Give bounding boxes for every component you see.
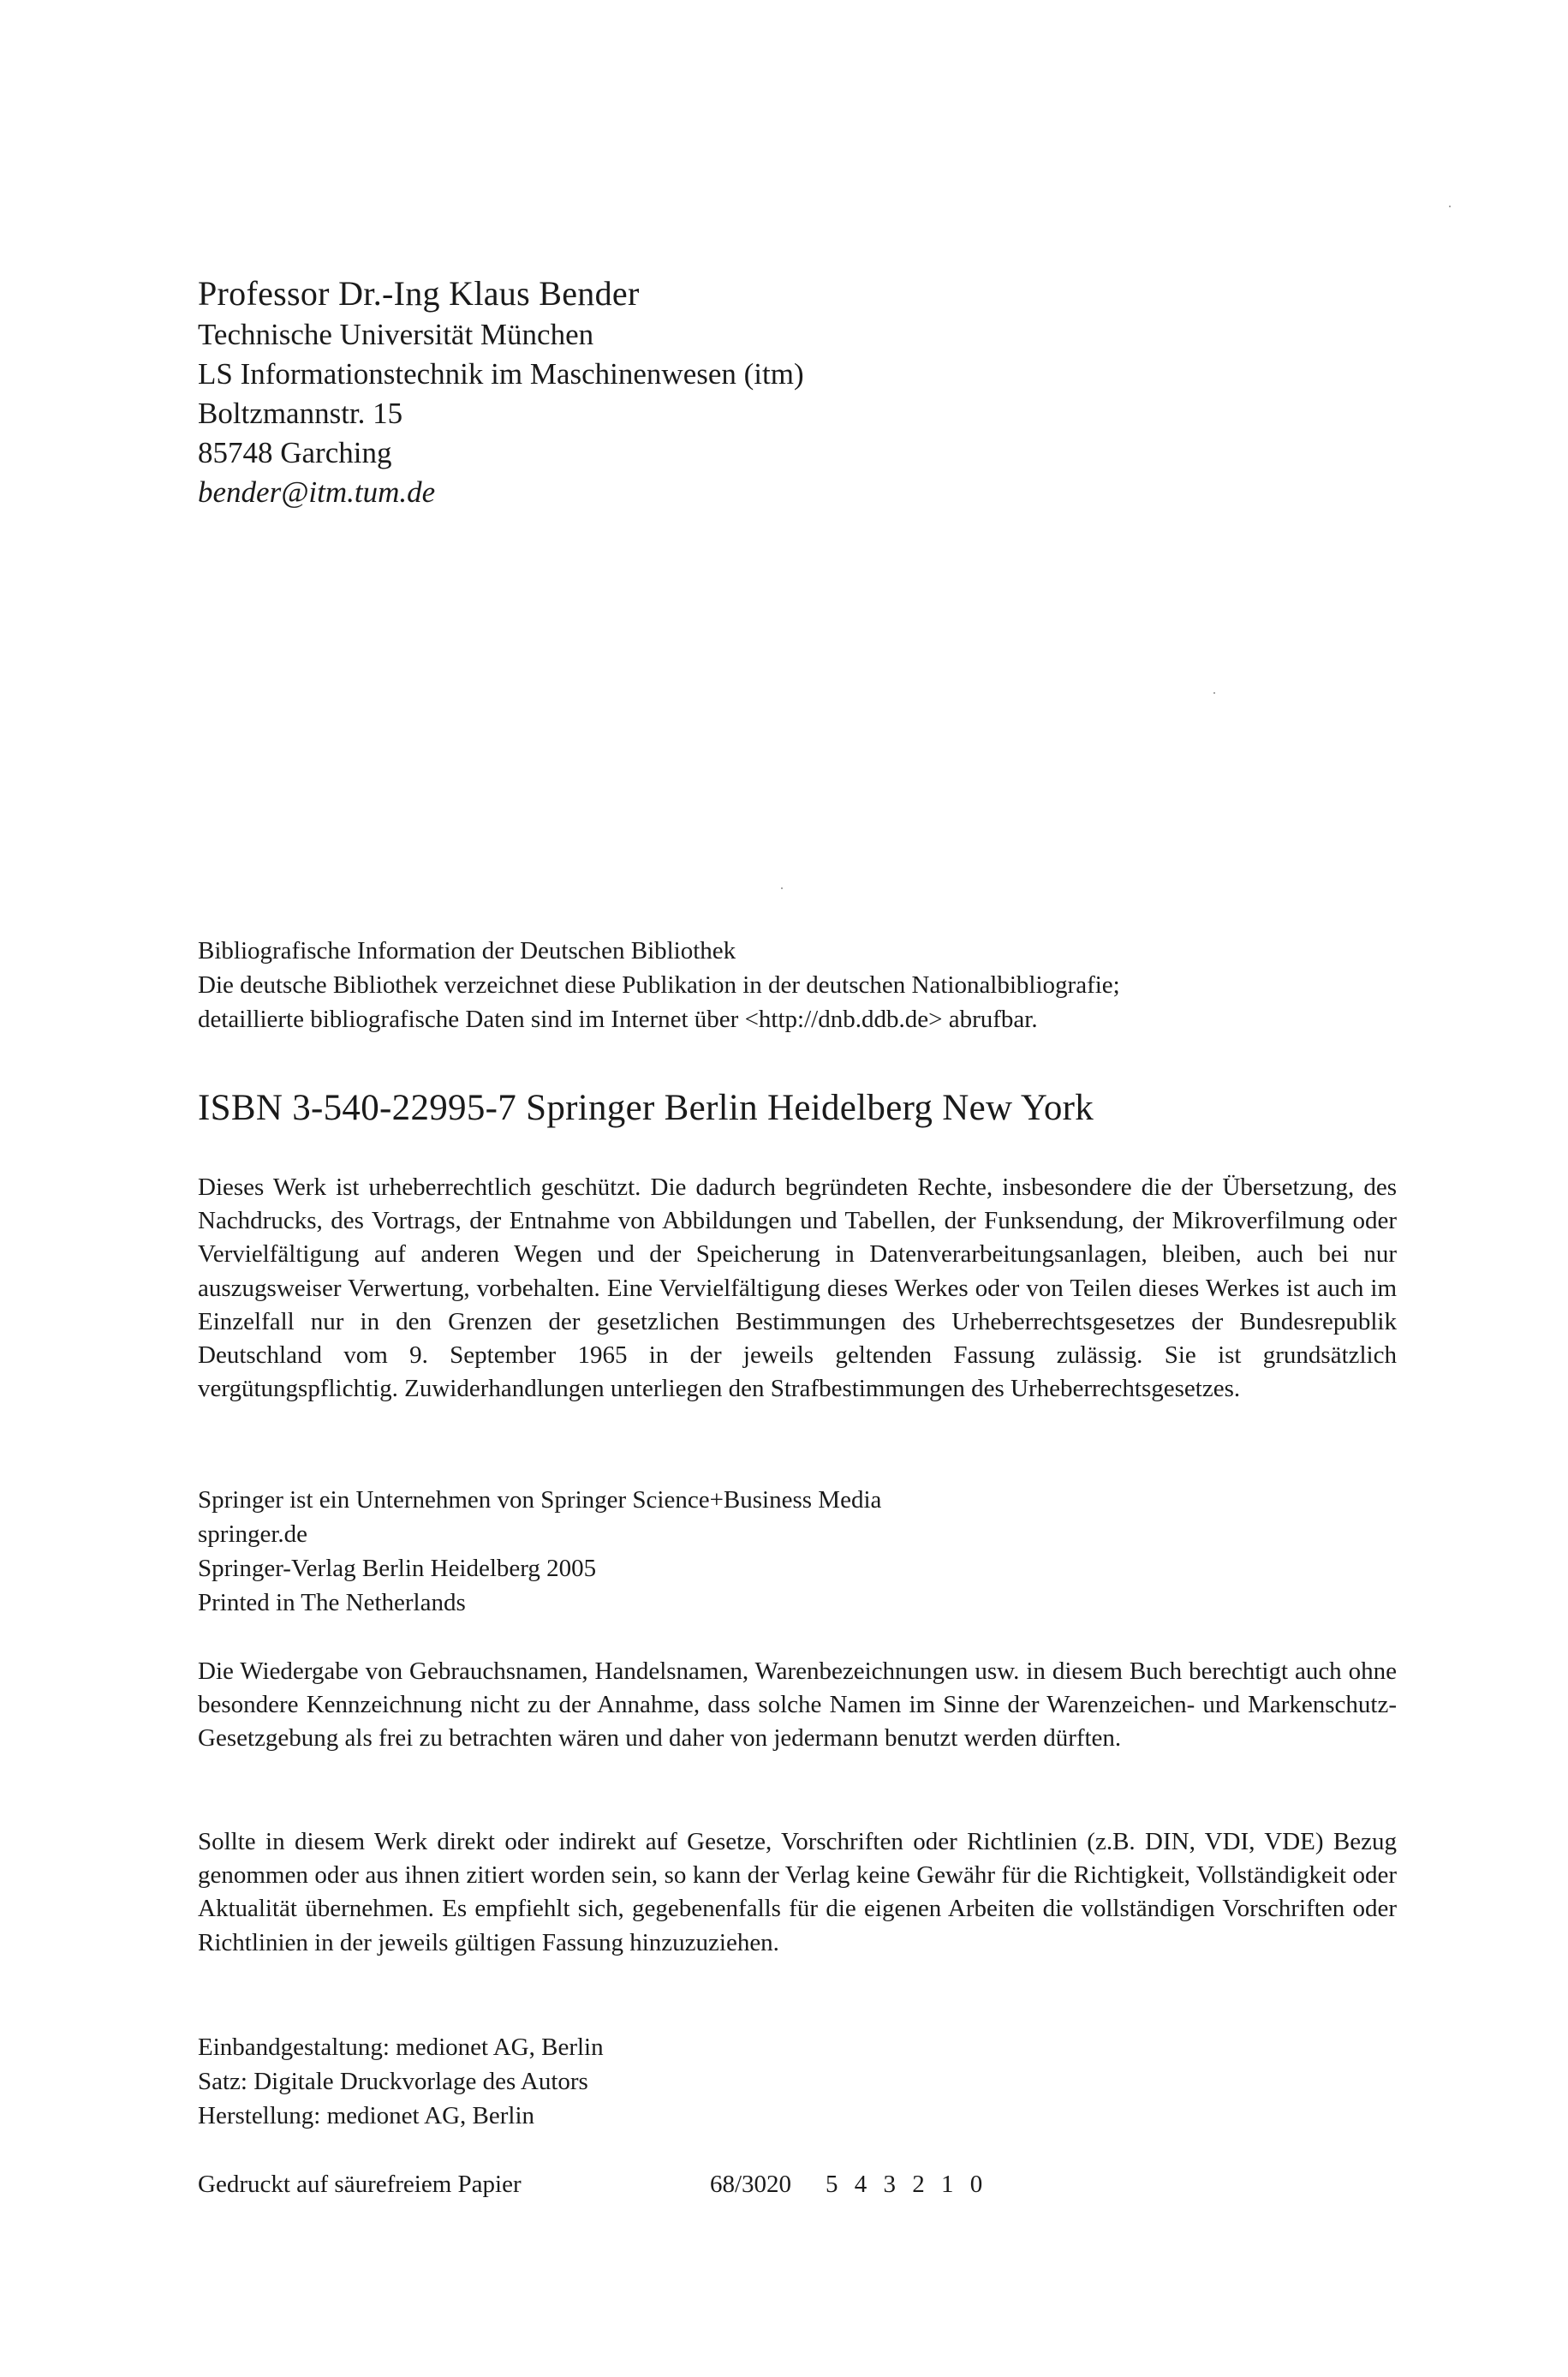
author-address-block [198,272,804,512]
bibliography-heading: Bibliografische Information der Deutschen Bibliothek [198,937,736,965]
liability-notice: Sollte in diesem Werk direkt oder indirekt auf Gesetze, Vorschriften oder Richtlinien (z.B. DIN, VDI, VDE) Bezug genommen oder aus ihnen zitiert worden sein, so kann der Verlag keine Gewähr für die Richtigkeit, Vollständigkeit oder Aktualität übernehmen. Es empfiehlt sich, gegebenenfalls für die eigenen Arbeiten die vollständigen Vorschriften oder Richtlinien in der jeweils gültigen Fassung hinzuzuziehen. [198,1828,1397,1956]
author-name: Professor Dr.-Ing Klaus Bender [198,274,640,313]
production-credits [198,2030,604,2133]
printed-in: Printed in The Netherlands [198,1589,466,1616]
scan-speck [1449,206,1451,207]
publisher-copyright: Springer-Verlag Berlin Heidelberg 2005 [198,1555,597,1582]
acid-free-paper-note: Gedruckt auf säurefreiem Papier [198,2171,522,2198]
cover-design-credit: Einbandgestaltung: medionet AG, Berlin [198,2034,604,2061]
copyright-notice: Dieses Werk ist urheberrechtlich geschützt. Die dadurch begründeten Rechte, insbesondere die der Übersetzung, des Nachdrucks, des Vortrags, der Entnahme von Abbildungen und Tabellen, der Funksendung, der Mikroverfilmung oder Vervielfältigung auf anderen Wegen und der Speicherung in Datenverarbeitungsanlagen, bleiben, auch bei nur auszugsweiser Verwertung, vorbehalten. Eine Vervielfältigung dieses Werkes oder von Teilen dieses Werkes ist auch im Einzelfall nur in den Grenzen der gesetzlichen Bestimmungen des Urheberrechtsgesetzes der Bundesrepublik Deutschland vom 9. September 1965 in der jeweils geltenden Fassung zulässig. Sie ist grundsätzlich vergütungspflichtig. Zuwiderhandlungen unterliegen den Strafbestimmungen des Urheberrechtsgesetzes. [198,1174,1397,1403]
scan-speck [1213,692,1215,694]
print-run-numbers: 5 4 3 2 1 0 [826,2171,988,2198]
bibliography-line-2: detaillierte bibliografische Daten sind im Internet über <http://dnb.ddb.de> abrufbar. [198,1006,1038,1033]
bibliographic-information [198,934,1120,1036]
author-street: Boltzmannstr. 15 [198,397,403,430]
bibliography-line-1: Die deutsche Bibliothek verzeichnet diese Publikation in der deutschen Nationalbibliografie; [198,971,1120,999]
isbn-line: ISBN 3-540-22995-7 Springer Berlin Heidelberg New York [198,1088,1094,1128]
printing-code: 68/3020 [710,2171,792,2198]
author-city: 85748 Garching [198,436,392,469]
publisher-info [198,1483,881,1620]
typesetting-credit: Satz: Digitale Druckvorlage des Autors [198,2068,588,2095]
author-department: LS Informationstechnik im Maschinenwesen (itm) [198,357,804,391]
printing-line [198,2167,987,2201]
manufacturing-credit: Herstellung: medionet AG, Berlin [198,2102,535,2129]
publisher-company: Springer ist ein Unternehmen von Springer Science+Business Media [198,1486,882,1514]
author-university: Technische Universität München [198,318,594,351]
author-email[interactable]: bender@itm.tum.de [198,475,436,509]
publisher-website[interactable]: springer.de [198,1520,308,1548]
trademark-notice: Die Wiedergabe von Gebrauchsnamen, Handelsnamen, Warenbezeichnungen usw. in diesem Buch berechtigt auch ohne besondere Kennzeichnung nicht zu der Annahme, dass solche Namen im Sinne der Warenzeichen- und Markenschutz-Gesetzgebung als frei zu betrachten wären und daher von jedermann benutzt werden dürften. [198,1657,1397,1753]
scan-speck [781,887,783,889]
